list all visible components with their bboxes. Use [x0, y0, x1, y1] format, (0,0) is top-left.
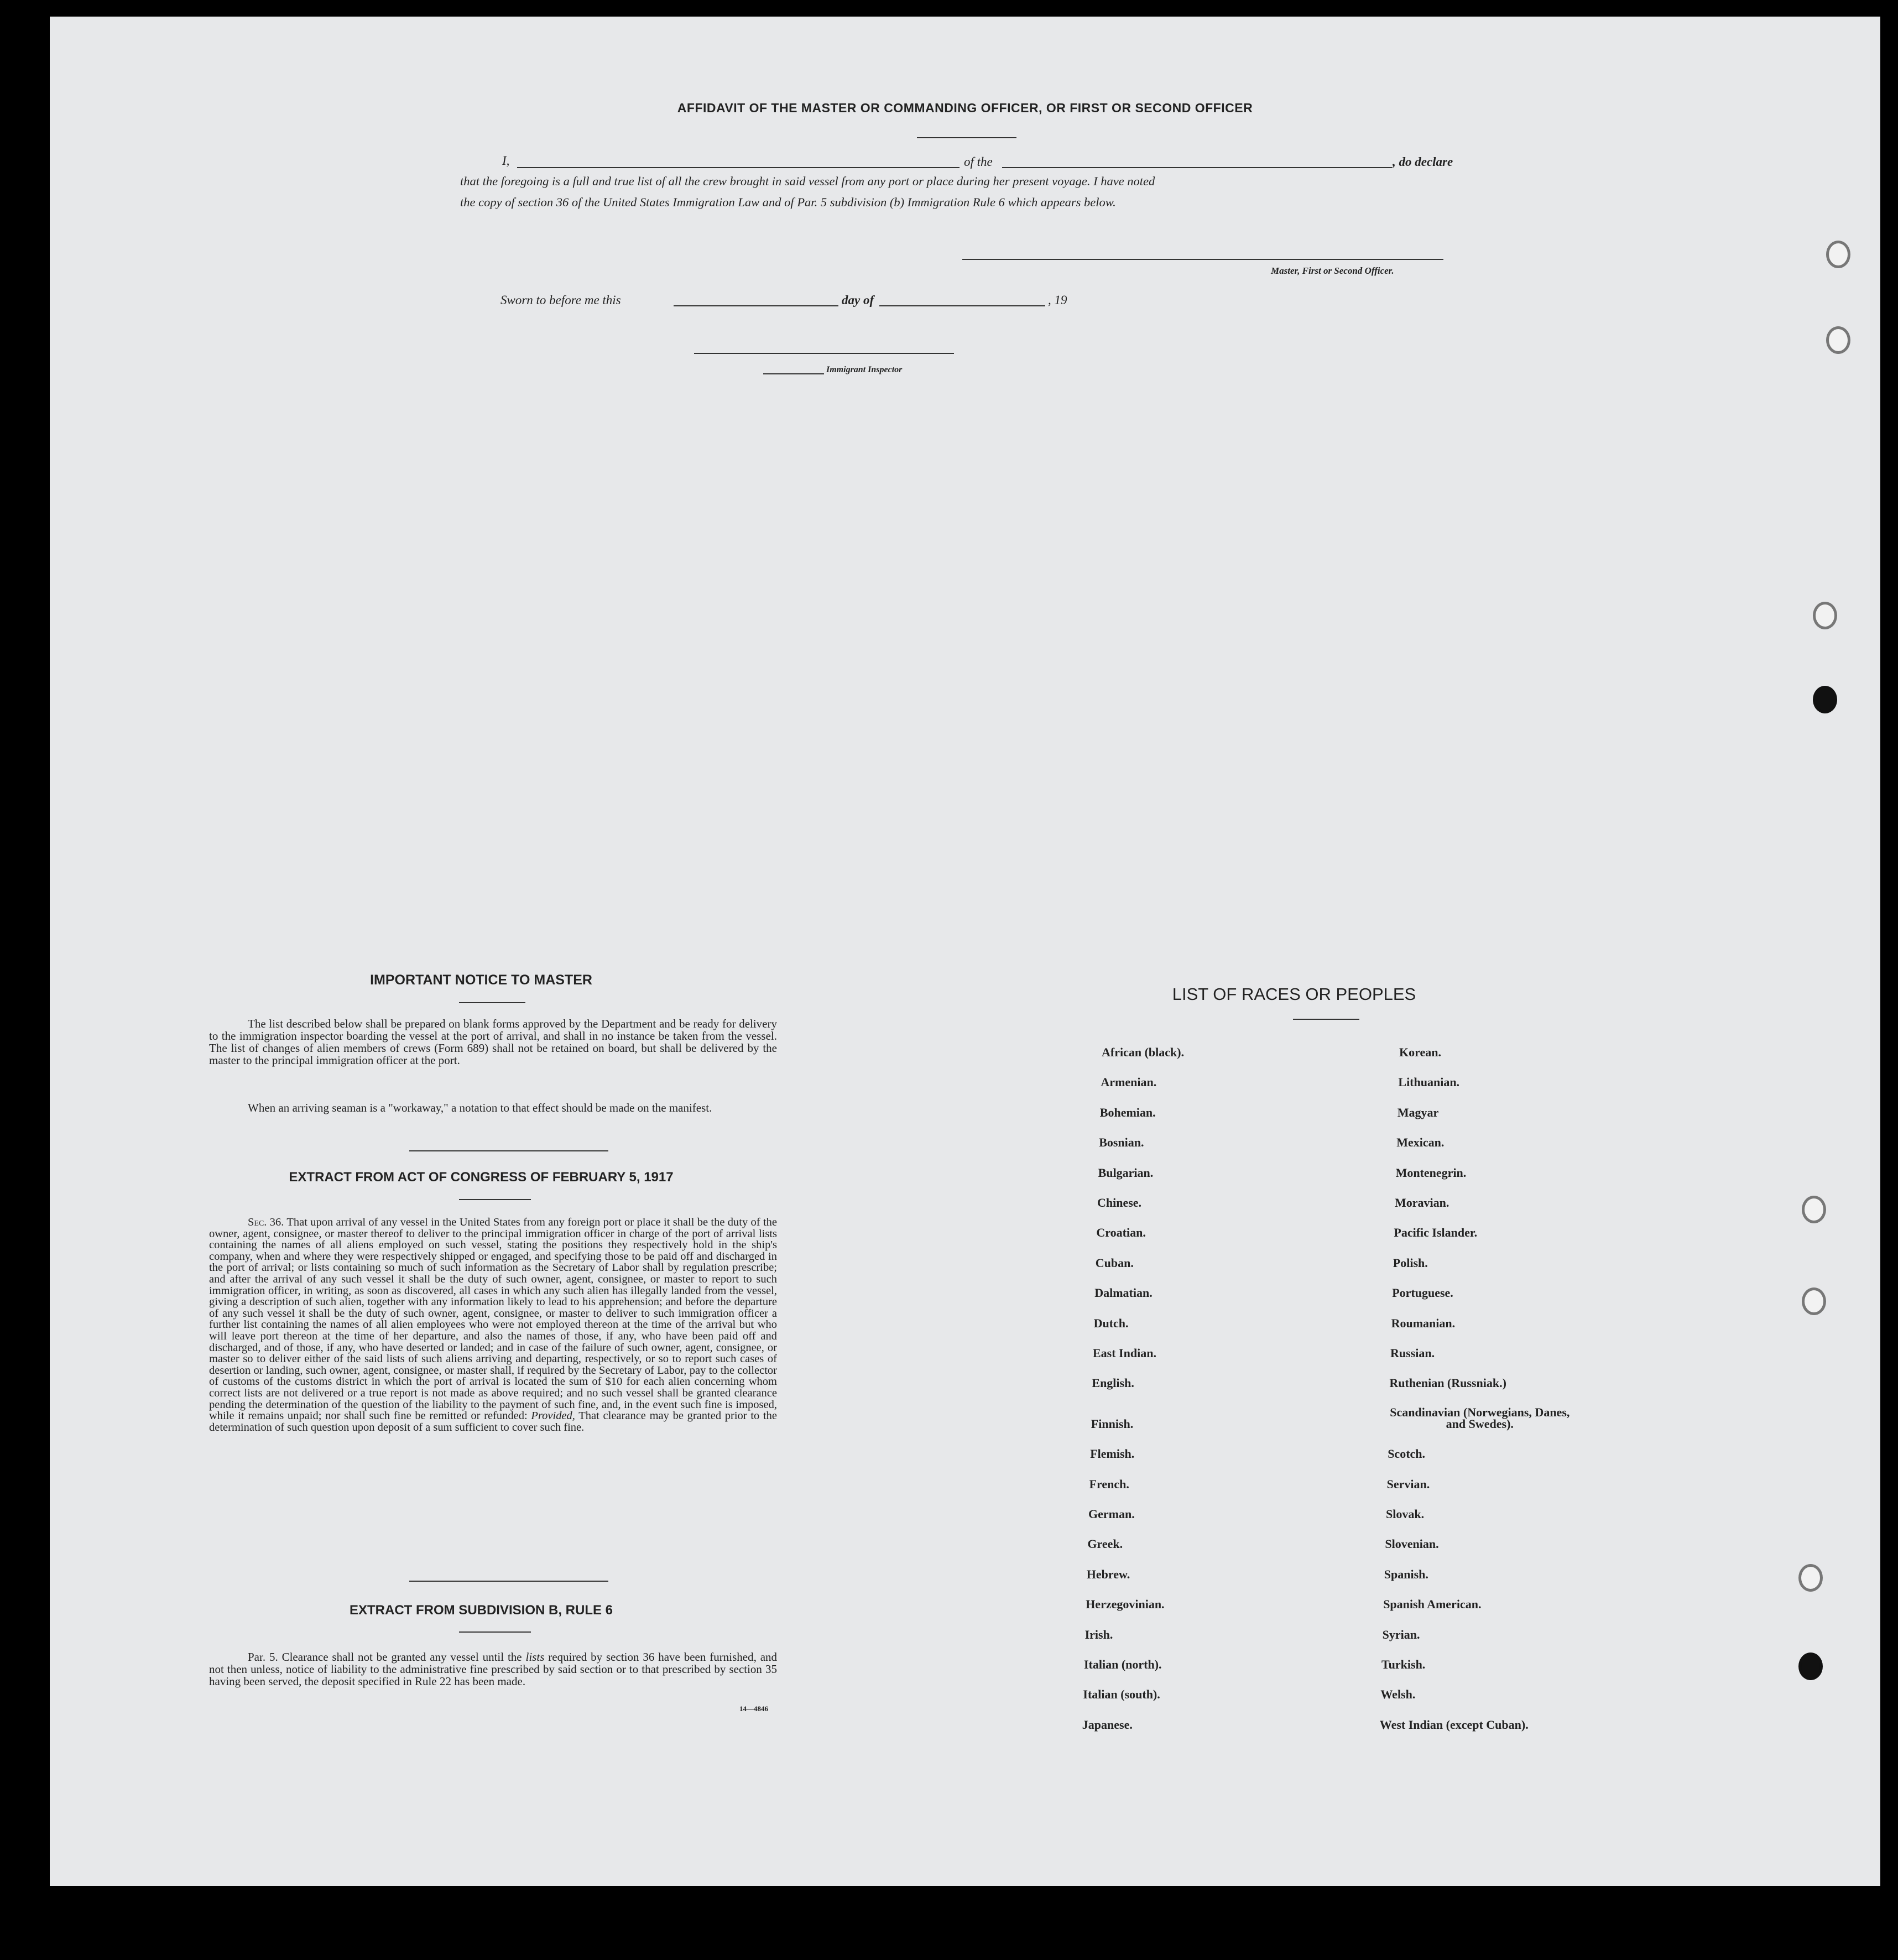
right-item: Magyar [1397, 1105, 1439, 1119]
provided-label: Provided, [531, 1410, 575, 1422]
right-item: Ruthenian (Russniak.) [1389, 1376, 1506, 1390]
left-item: Flemish. [1090, 1447, 1135, 1461]
right-item: Slovenian. [1385, 1537, 1439, 1551]
section-label: Sec. 36. [248, 1216, 284, 1228]
do-declare-label: , do declare [1393, 155, 1453, 169]
left-item: Armenian. [1101, 1075, 1157, 1090]
binder-hole [1826, 241, 1850, 268]
right-item: Portuguese. [1392, 1286, 1453, 1300]
left-item: Chinese. [1097, 1196, 1142, 1210]
form-number: 14—4846 [739, 1704, 768, 1713]
binder-hole [1813, 686, 1837, 713]
left-item: Dalmatian. [1094, 1286, 1153, 1300]
right-item: Montenegrin. [1395, 1165, 1467, 1180]
right-item: Syrian. [1382, 1627, 1420, 1641]
section-text-part1: That upon arrival of any vessel in the United States from any foreign port or place it shall be the duty of the owner, agent, consignee, or master thereof to deliver to the principal immigration officer in charge of the port of arrival lists containing the names of all aliens employed on such vessel, stating the positions they respectively hold in the ship's company, when and where they were respectively shipped or engaged, and specifying those to be paid off and discharged in the port of arrival; or lists containing so much of such information as the Secretary of Labor shall by regulation prescribe; and after the arrival of any such vessel it shall be the duty of such owner, agent, consignee, or master to report to such immigration officer, in writing, as soon as discovered, all cases in which any such alien has illegally landed from the vessel, giving a description of such alien, together with any information likely to lead to his apprehension; and before the departure of any such vessel it shall be the duty of such owner, agent, consignee, or master to deliver to such immigration officer a further list containing the names of all alien employees who were not employed thereon at the time of the arrival but who will leave port thereon at the time of her departure, and also the names of those, if any, who have been paid off and discharged, and of those, if any, who have deserted or landed; and in case of the failure of such owner, agent, consignee, or master so to deliver either of the said lists of such aliens arriving and departing, respectively, or so to report such cases of desertion or landing, such owner, agent, consignee, or master shall, if required by the Secretary of Labor, pay to the collector of customs of the customs district in which the port of arrival is located the sum of $10 for each alien concerning whom correct lists are not delivered or a true report is not made as above required; and no such vessel shall be granted clearance pending the determination of the question of the liability to the payment of such fine, and, in the event such fine is imposed, while it remains unpaid; nor shall such fine be remitted or refunded: [209, 1216, 777, 1422]
binder-hole [1798, 1564, 1823, 1592]
binder-hole [1802, 1287, 1826, 1315]
signature-line [962, 259, 1443, 260]
right-item: Slovak. [1386, 1507, 1425, 1521]
extract-rule-body [209, 1651, 777, 1687]
left-item: French. [1089, 1477, 1129, 1491]
binder-hole [1802, 1196, 1826, 1223]
inspector-lead-line [763, 373, 824, 374]
i-label: I, [502, 154, 510, 168]
right-item: West Indian (except Cuban). [1379, 1717, 1529, 1732]
inspector-signature-line [694, 353, 954, 354]
left-item: Greek. [1087, 1537, 1123, 1551]
notice-paragraph1: The list described below shall be prepared on blank forms approved by the Department and be ready for delivery to the immigration inspector boarding the vessel at the port of arrival, and shall in no instance be taken from the vessel. The list of changes of alien members of crews (Form 689) shall not be retained on board, but shall be delivered by the master to the principal immigration officer at the port. [209, 1017, 777, 1067]
inspector-caption: Immigrant Inspector [826, 365, 903, 374]
affidavit-text-line2: the copy of section 36 of the United States Immigration Law and of Par. 5 subdivision (b) Immigration Rule 6 which appears below. [460, 195, 1116, 209]
divider [409, 1581, 608, 1582]
day-of-label: day of [842, 293, 874, 307]
divider [1293, 1019, 1359, 1020]
affidavit-declaration-line [502, 154, 509, 168]
of-the-label: of the [964, 155, 993, 169]
divider [409, 1150, 608, 1151]
rule-text-part2: required by section 36 have been furnished, and not then unless, notice of liability to the administrative fine prescribed by said section or to that prescribed by section 35 having been served, the deposit specified in Rule 22 has been made. [209, 1650, 778, 1688]
vessel-blank [1002, 167, 1392, 168]
right-item: Moravian. [1395, 1196, 1449, 1210]
divider [459, 1199, 531, 1200]
right-item: Mexican. [1396, 1135, 1445, 1150]
notice-paragraph2: When an arriving seaman is a "workaway," a notation to that effect should be made on the manifest. [248, 1101, 712, 1114]
right-item: Servian. [1386, 1477, 1430, 1491]
signature-caption: Master, First or Second Officer. [1271, 265, 1394, 276]
extract-act-body [209, 1217, 777, 1433]
left-item: Italian (north). [1084, 1657, 1162, 1672]
races-title: LIST OF RACES OR PEOPLES [1172, 984, 1416, 1004]
year-label: , 19 [1048, 293, 1067, 307]
binder-hole [1826, 326, 1850, 354]
left-item: East Indian. [1093, 1346, 1156, 1360]
right-item: Spanish American. [1383, 1597, 1482, 1612]
right-item: Russian. [1390, 1346, 1435, 1360]
sworn-label: Sworn to before me this [500, 293, 621, 307]
left-item: Cuban. [1095, 1255, 1134, 1270]
right-item: Welsh. [1380, 1687, 1416, 1702]
right-item: Polish. [1393, 1255, 1428, 1270]
left-item: Bosnian. [1099, 1135, 1144, 1150]
lists-label: lists [525, 1650, 545, 1664]
right-item: Scandinavian (Norwegians, Danes, and Swedes). [1390, 1405, 1570, 1431]
notice-title: IMPORTANT NOTICE TO MASTER [370, 972, 592, 988]
right-item: Korean. [1399, 1045, 1441, 1059]
right-item: Lithuanian. [1398, 1075, 1460, 1090]
left-item: Irish. [1084, 1627, 1113, 1641]
binder-hole [1798, 1653, 1823, 1680]
left-item: Japanese. [1082, 1717, 1133, 1732]
left-item: Hebrew. [1086, 1567, 1130, 1581]
left-item: Finnish. [1091, 1416, 1134, 1431]
right-item: Spanish. [1384, 1567, 1428, 1581]
right-item: Scotch. [1388, 1447, 1426, 1461]
left-item: African (black). [1102, 1045, 1185, 1059]
divider [917, 137, 1016, 138]
right-item: Turkish. [1381, 1657, 1426, 1672]
affidavit-title: AFFIDAVIT OF THE MASTER OR COMMANDING OFFICER, OR FIRST OR SECOND OFFICER [677, 101, 1253, 115]
rule-text-part1: Par. 5. Clearance shall not be granted any vessel until the [248, 1650, 522, 1664]
sworn-day-blank [674, 305, 838, 306]
document-page [50, 17, 1880, 1886]
right-item: Roumanian. [1391, 1316, 1456, 1330]
right-item: Pacific Islander. [1394, 1226, 1478, 1240]
affidavit-text-line1: that the foregoing is a full and true list of all the crew brought in said vessel from any port or place during her present voyage. I have noted [460, 174, 1155, 188]
left-item: Dutch. [1093, 1316, 1129, 1330]
extract-rule-title: EXTRACT FROM SUBDIVISION B, RULE 6 [349, 1603, 613, 1618]
binder-hole [1813, 602, 1837, 629]
left-item: Croatian. [1096, 1226, 1146, 1240]
left-item: Italian (south). [1083, 1687, 1160, 1702]
extract-act-title: EXTRACT FROM ACT OF CONGRESS OF FEBRUARY 5, 1917 [289, 1170, 674, 1185]
left-item: Bulgarian. [1098, 1165, 1154, 1180]
divider [459, 1002, 525, 1003]
sworn-month-blank [879, 305, 1045, 306]
section-text-part2: That clearance may be granted prior to the determination of such question upon deposit of a sum sufficient to cover such fine. [209, 1410, 778, 1433]
left-item: Herzegovinian. [1086, 1597, 1165, 1612]
left-item: English. [1092, 1376, 1134, 1390]
divider [459, 1631, 531, 1633]
left-item: Bohemian. [1099, 1105, 1156, 1119]
name-blank [517, 167, 960, 168]
left-item: German. [1088, 1507, 1135, 1521]
